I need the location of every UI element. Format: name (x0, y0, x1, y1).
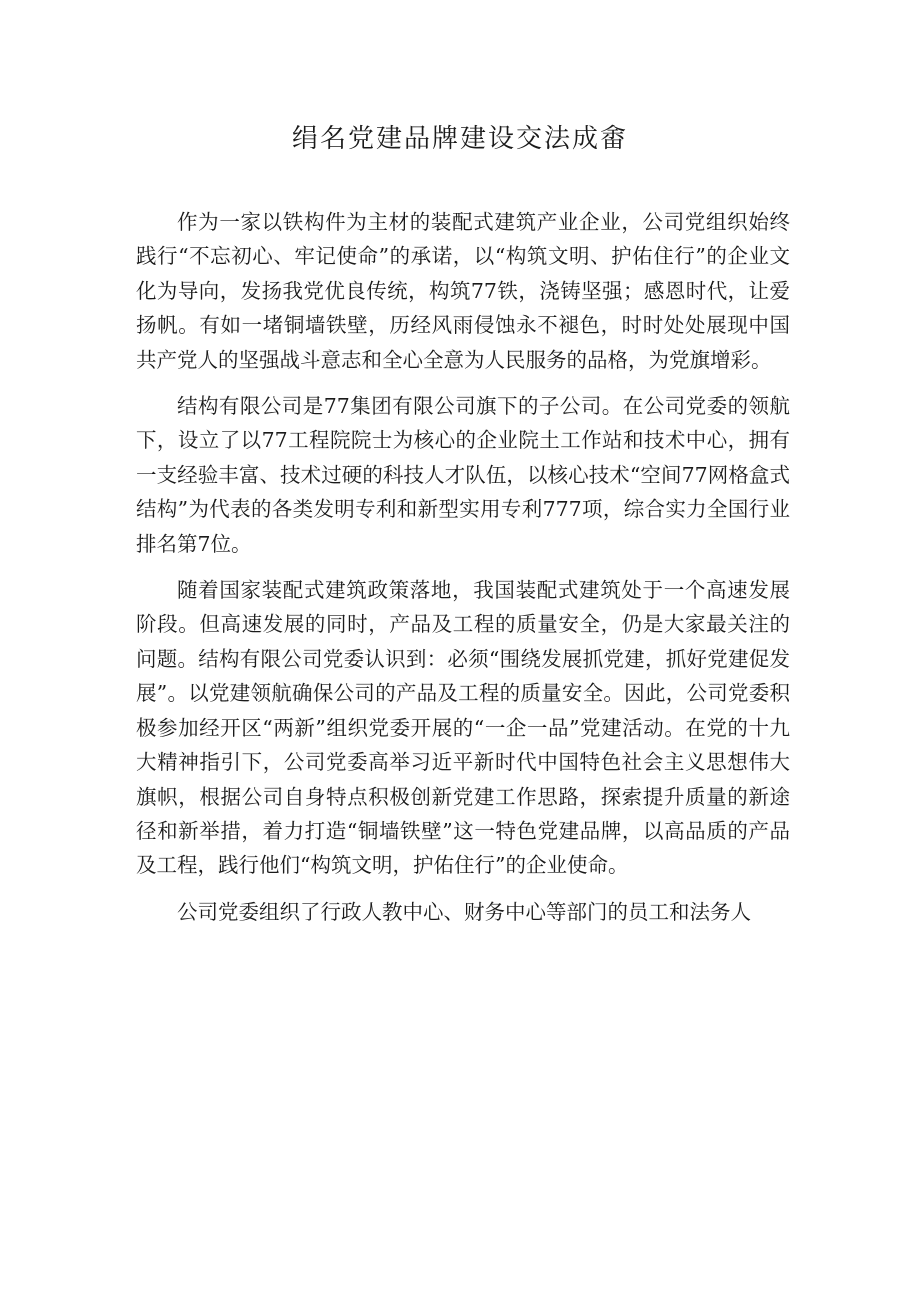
paragraph-2: 结构有限公司是77集团有限公司旗下的子公司。在公司党委的领航下，设立了以77工程院院士为核心的企业院土工作站和技术中心，拥有一支经验丰富、技术过硬的科技人才队伍，以核心技术“空间77网格盒式结构”为代表的各类发明专利和新型实用专利777项，综合实力全国行业排名第7位。 (136, 394, 790, 556)
paragraph-1: 作为一家以铁构件为主材的装配式建筑产业企业，公司党组织始终践行“不忘初心、牢记使命”的承诺，以“构筑文明、护佑住行”的企业文化为导向，发扬我党优良传统，构筑77铁，浇铸坚强；感恩时代，让爱扬帆。有如一堵铜墙铁壁，历经风雨侵蚀永不褪色，时时处处展现中国共产党人的坚强战斗意志和全心全意为人民服务的品格，为党旗增彩。 (136, 210, 790, 372)
document-body (136, 205, 790, 941)
document-title: 绢名党建品牌建设交法成畬 (291, 124, 628, 154)
paragraph-3: 随着国家装配式建筑政策落地，我国装配式建筑处于一个高速发展阶段。但高速发展的同时，产品及工程的质量安全，仍是大家最关注的问题。结构有限公司党委认识到：必须“围绕发展抓党建，抓好党建促发展”。以党建领航确保公司的产品及工程的质量安全。因此，公司党委积极参加经开区“两新”组织党委开展的“一企一品”党建活动。在党的十九大精神指引下，公司党委高举习近平新时代中国特色社会主义思想伟大旗帜，根据公司自身特点积极创新党建工作思路，探索提升质量的新途径和新举措，着力打造“铜墙铁壁”这一特色党建品牌，以高品质的产品及工程，践行他们“构筑文明，护佑住行”的企业使命。 (136, 578, 790, 878)
paragraph-4: 公司党委组织了行政人教中心、财务中心等部门的员工和法务人 (177, 899, 751, 924)
